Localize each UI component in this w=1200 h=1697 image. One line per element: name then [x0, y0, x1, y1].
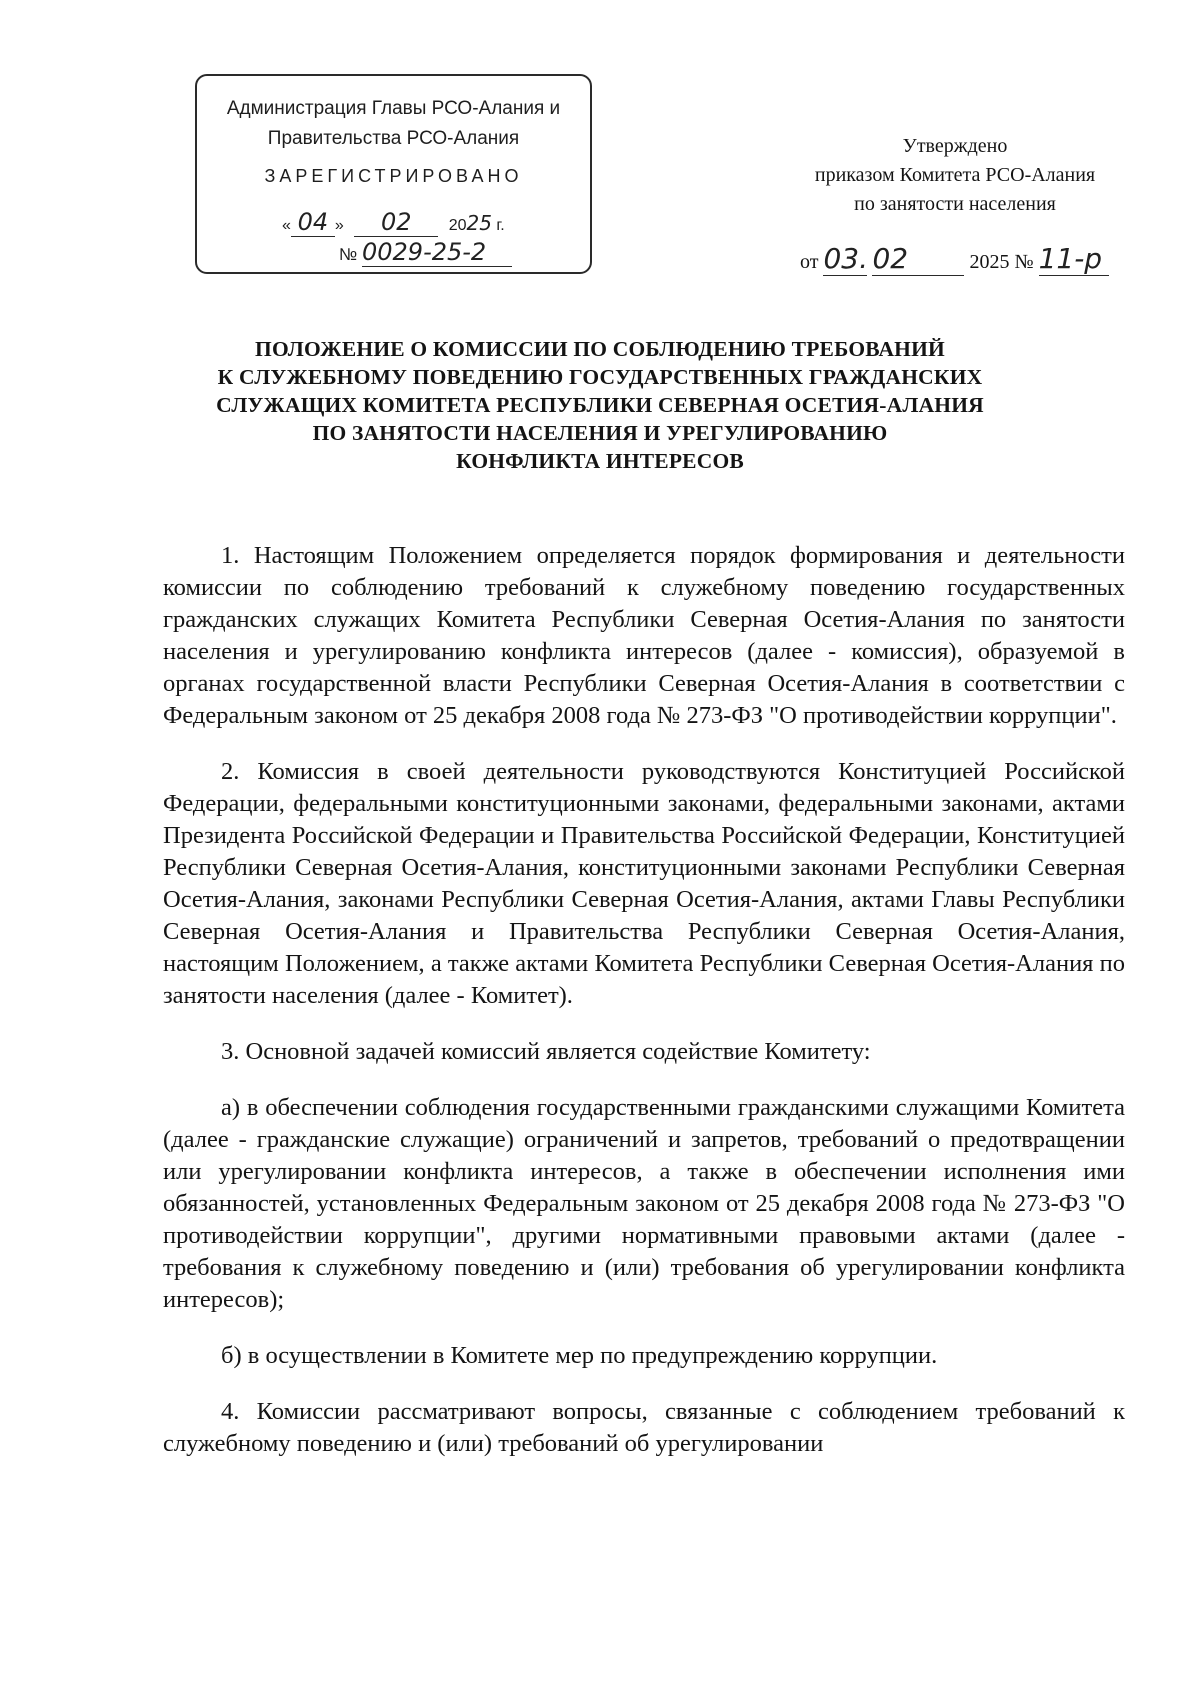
title-line2: К СЛУЖЕБНОМУ ПОВЕДЕНИЮ ГОСУДАРСТВЕННЫХ ГРАЖДАНСКИХ — [217, 365, 983, 389]
approval-number-value: 11-р — [1039, 242, 1109, 276]
stamp-date-year-suffix: 25 — [466, 211, 492, 235]
approval-date-day: 03. — [823, 242, 869, 275]
title-line4: ПО ЗАНЯТОСТИ НАСЕЛЕНИЯ И УРЕГУЛИРОВАНИЮ — [312, 421, 888, 445]
document-body — [163, 540, 1125, 1484]
paragraph-2: 2. Комиссия в своей деятельности руководствуются Конституцией Российской Федерации, федеральными конституционными законами, федеральными законами, актами Президента Российской Федерации и Правительства Российской Федерации, Конституцией Республики Северная Осетия-Алания, конституционными законами Республики Северная Осетия-Алания, законами Республики Северная Осетия-Алания, актами Главы Республики Северная Осетия-Алания и Правительства Республики Северная Осетия-Алания, настоящим Положением, а также актами Комитета Республики Северная Осетия-Алания по занятости населения (далее - Комитет). — [163, 758, 1125, 1009]
stamp-number-label: № — [339, 245, 358, 264]
approval-line3: по занятости населения — [854, 193, 1056, 215]
approval-date-month: 02 — [872, 242, 964, 276]
stamp-date: « 04 » 02 2025 г. — [282, 208, 505, 236]
approval-year: 2025 — [969, 251, 1010, 273]
document-title — [150, 335, 1050, 475]
title-line3: СЛУЖАЩИХ КОМИТЕТА РЕСПУБЛИКИ СЕВЕРНАЯ ОСЕТИЯ-АЛАНИЯ — [216, 393, 984, 417]
title-line1: ПОЛОЖЕНИЕ О КОМИССИИ ПО СОБЛЮДЕНИЮ ТРЕБОВАНИЙ — [255, 337, 945, 361]
approval-from-label: от — [800, 251, 819, 273]
paragraph-1: 1. Настоящим Положением определяется порядок формирования и деятельности комиссии по соблюдению требований к служебному поведению государственных гражданских служащих Комитета Республики Северная Осетия-Алания по занятости населения и урегулированию конфликта интересов (далее - комиссия), образуемой в органах государственной власти Республики Северная Осетия-Алания в соответствии с Федеральным законом от 25 декабря 2008 года № 273-ФЗ "О противодействии коррупции". — [163, 542, 1125, 729]
stamp-registered-label: ЗАРЕГИСТРИРОВАНО — [264, 166, 523, 186]
registration-stamp — [195, 74, 592, 274]
approval-line1: Утверждено — [902, 135, 1008, 157]
stamp-organization — [197, 94, 590, 154]
title-line5: КОНФЛИКТА ИНТЕРЕСОВ — [456, 449, 744, 473]
stamp-date-month: 02 — [354, 208, 438, 237]
approval-line2: приказом Комитета РСО-Алания — [814, 164, 1096, 186]
approval-block — [780, 132, 1130, 219]
paragraph-3b: б) в осуществлении в Комитете мер по предупреждению коррупции. — [221, 1342, 938, 1369]
stamp-number — [339, 238, 512, 267]
approval-number-label: № — [1014, 251, 1034, 273]
paragraph-4: 4. Комиссии рассматривают вопросы, связанные с соблюдением требований к служебному поведению и (или) требований об урегулировании — [163, 1398, 1125, 1457]
stamp-date-year-prefix: 20 — [448, 217, 467, 234]
stamp-org-line1: Администрация Главы РСО-Алания и — [226, 98, 561, 119]
stamp-date-day: 04 — [291, 208, 335, 237]
stamp-year-label: г. — [496, 217, 505, 234]
approval-date-number — [800, 242, 1109, 276]
stamp-org-line2: Правительства РСО-Алания — [267, 128, 520, 149]
stamp-number-value: 0029-25-2 — [362, 238, 512, 267]
paragraph-3a: а) в обеспечении соблюдения государственными гражданскими служащими Комитета (далее - гражданские служащие) ограничений и запретов, требований о предотвращении или урегулировании конфликта интересов, а также в обеспечении исполнения ими обязанностей, установленных Федеральным законом от 25 декабря 2008 года № 273-ФЗ "О противодействии коррупции", другими нормативными правовыми актами (далее - требования к служебному поведению и (или) требования об урегулировании конфликта интересов); — [163, 1094, 1125, 1313]
paragraph-3: 3. Основной задачей комиссий является содействие Комитету: — [221, 1038, 871, 1065]
